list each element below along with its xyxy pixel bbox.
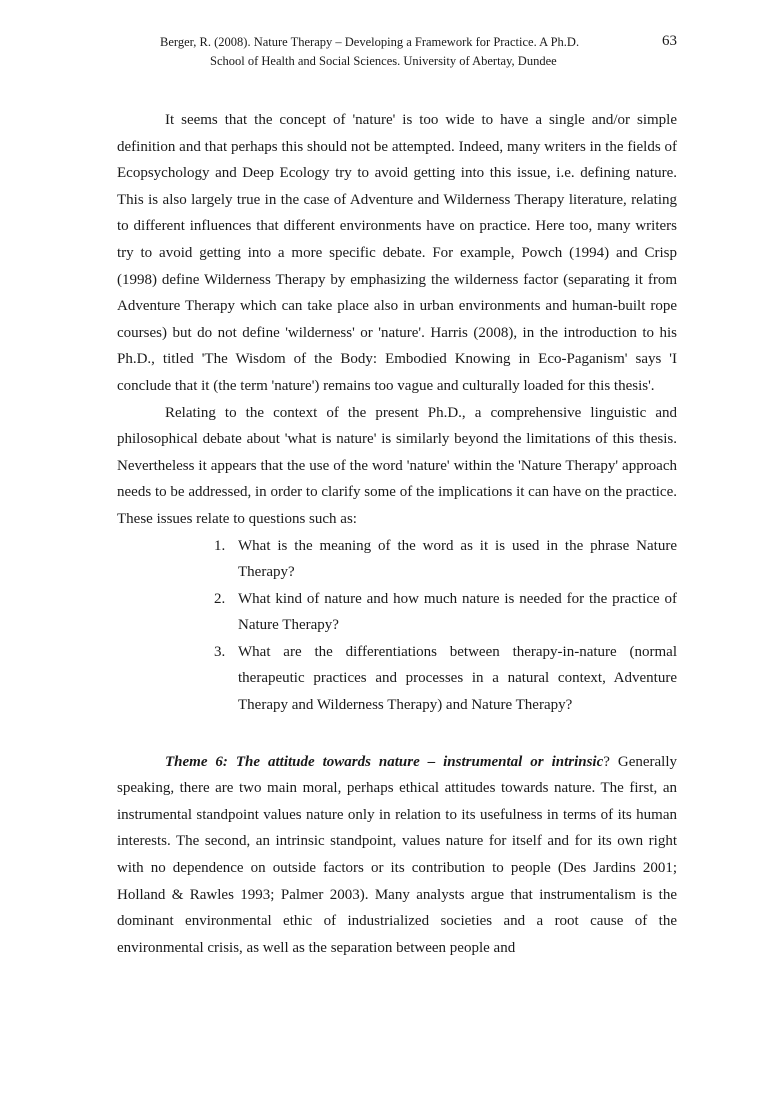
questions-list	[117, 533, 677, 719]
header-citation: Berger, R. (2008). Nature Therapy – Developing a Framework for Practice. A Ph.D.	[160, 35, 580, 49]
header-school: School of Health and Social Sciences. University of Abertay, Dundee	[210, 54, 557, 68]
list-item	[214, 586, 677, 639]
list-item-text: What kind of nature and how much nature is needed for the practice of Nature Therapy?	[238, 590, 677, 634]
list-item	[214, 639, 677, 719]
theme-text: ? Generally speaking, there are two main moral, perhaps ethical attitudes towards nature. The first, an instrumental standpoint values nature only in relation to its usefulness in terms of its human interests. The second, an intrinsic standpoint, values nature for itself and for its own right with no dependence on outside factors or its contribution to people (Des Jardins 2001; Holland & Rawles 1993; Palmer 2003). Many analysts argue that instrumentalism is the dominant environmental ethic of industrialized societies and a root cause of the environmental crisis, as well as the separation between people and	[117, 753, 678, 956]
list-item	[214, 533, 677, 586]
section-gap	[117, 719, 677, 749]
list-item-text: What are the differentiations between therapy-in-nature (normal therapeutic practices and processes in a natural context, Adventure Therapy and Wilderness Therapy) and Nature Therapy?	[238, 643, 677, 714]
paragraph-context: Relating to the context of the present Ph.D., a comprehensive linguistic and philosophical debate about 'what is nature' is similarly beyond the limitations of this thesis. Nevertheless it appears that the use of the word 'nature' within the 'Nature Therapy' approach needs to be addressed, in order to clarify some of the implications it can have on the practice. These issues relate to questions such as:	[117, 404, 677, 527]
list-item-text: What is the meaning of the word as it is used in the phrase Nature Therapy?	[238, 537, 677, 581]
list-item-number: 3.	[214, 643, 226, 660]
list-item-number: 1.	[214, 537, 226, 554]
page-number: 63	[662, 33, 677, 49]
list-item-number: 2.	[214, 590, 226, 607]
theme-heading: Theme 6: The attitude towards nature – instrumental or intrinsic	[165, 753, 604, 770]
page-body	[117, 107, 677, 961]
paragraph-theme-6	[117, 749, 677, 962]
paragraph-nature-definition: It seems that the concept of 'nature' is too wide to have a single and/or simple definition and that perhaps this should not be attempted. Indeed, many writers in the fields of Ecopsychology and Deep Ecology try to avoid getting into this issue, i.e. defining nature. This is also largely true in the case of Adventure and Wilderness Therapy literature, relating to different influences that different environments have on practice. Here too, many writers try to avoid getting into a more specific debate. For example, Powch (1994) and Crisp (1998) define Wilderness Therapy by emphasizing the wilderness factor (separating it from Adventure Therapy which can take place also in urban environments and human-built rope courses) but do not define 'wilderness' or 'nature'. Harris (2008), in the introduction to his Ph.D., titled 'The Wisdom of the Body: Embodied Knowing in Eco-Paganism' says 'I conclude that it (the term 'nature') remains too vague and culturally loaded for this thesis'.	[117, 112, 677, 394]
